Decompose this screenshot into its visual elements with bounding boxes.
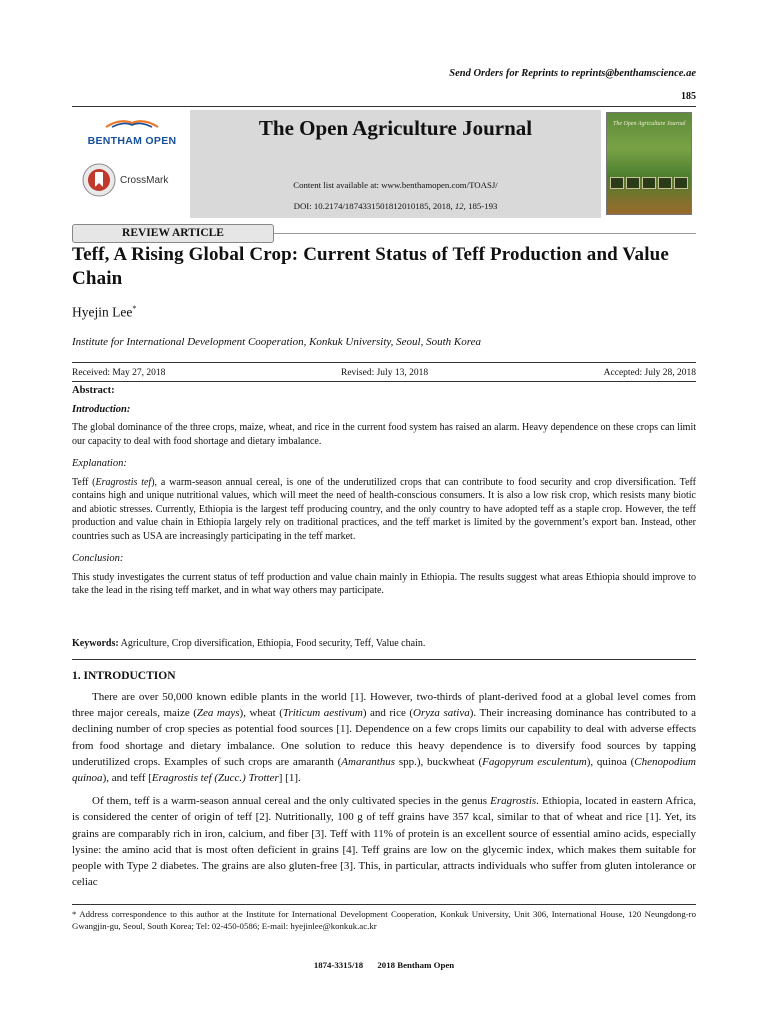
keywords — [72, 638, 696, 649]
keywords-label: Keywords: — [72, 638, 119, 649]
crossmark-icon — [82, 163, 116, 197]
abstract-intro-text: The global dominance of the three crops, maize, wheat, and rice in the current food system has raised an alarm. Heavy dependence on these crops can limit our capacity to deal with food shortage and dietary imbalance. — [72, 422, 696, 447]
abstract-label: Abstract: — [72, 385, 115, 396]
abstract-conclusion-text: This study investigates the current status of teff production and value chain mainly in Ethiopia. The results suggest what areas Ethiopia should improve to take the lead in the rising teff market, and in what way others may participate. — [72, 571, 696, 596]
abstract-section — [72, 384, 696, 598]
content-list-link[interactable]: Content list available at: www.benthamopen.com/TOASJ/ — [293, 180, 498, 190]
section-heading-introduction: 1. INTRODUCTION — [72, 670, 176, 682]
keywords-divider — [72, 659, 696, 660]
crossmark-badge[interactable] — [82, 163, 186, 197]
author-name-text: Hyejin Lee — [72, 304, 133, 320]
bentham-logo-text: BENTHAM OPEN — [87, 135, 177, 147]
bentham-logo-icon — [102, 118, 162, 128]
intro-paragraph-1: There are over 50,000 known edible plants in the world [1]. However, two-thirds of plant-derived food at a global level comes from three major cereals, maize (Zea mays), wheat (Triticum aestivum) and rice (Oryza sativa). Their increasing dominance has contributed to a declining number of crop species as potential food sources [1]. Dependence on a few crops limits our capability to deal with adverse effects from food shortage and dietary imbalance. One solution to reduce this heavy dependence is to diversify food sources by tapping underutilized crops. Examples of such crops are amaranth (Amaranthus spp.), buckwheat (Fagopyrum esculentum), quinoa (Chenopodium quinoa), and teff [Eragrostis tef (Zucc.) Trotter] [1]. — [72, 691, 697, 785]
correspondence-footnote: * Address correspondence to this author at the Institute for International Development Cooperation, Konkuk University, Unit 306, International House, 120 Neungdong-ro Gwangjin-gu, Seoul, South Korea; Tel: 02-450-0586; E-mail: hyejinlee@konkuk.ac.kr — [72, 909, 696, 931]
reprints-notice: Send Orders for Reprints to reprints@benthamscience.ae — [449, 68, 696, 79]
article-type-divider — [274, 233, 696, 234]
doi-text: DOI: 10.2174/1874331501812010185, 2018, 12, 185-193 — [293, 201, 498, 211]
abstract-explanation-text: Teff (Eragrostis tef), a warm-season annual cereal, is one of the underutilized crops that can contribute to food security and crop diversification. Teff contains high and unique nutritional values, which will meet the need of health-conscious consumers. It is also a low risk crop, which resists many biotic and abiotic stresses. Currently, Ethiopia is the largest teff producing country, and the only country to have adopted teff as a staple crop. However, the teff production and value chain in Ethiopia largely rely on traditional practices, and the teff market is limited by the government’s export ban. Instead, other countries such as USA are increasingly participating in the teff market. — [72, 476, 696, 542]
article-type-badge: REVIEW ARTICLE — [72, 224, 274, 243]
abstract-explanation-label: Explanation: — [72, 458, 127, 469]
accepted-date: Accepted: July 28, 2018 — [603, 368, 696, 378]
journal-cover-image — [606, 112, 692, 215]
footer-issn: 1874-3315/18 — [313, 960, 364, 970]
introduction-body — [72, 689, 696, 897]
crossmark-label: CrossMark — [120, 174, 169, 186]
abstract-conclusion-label: Conclusion: — [72, 553, 124, 564]
revised-date: Revised: July 13, 2018 — [340, 368, 429, 378]
author-footnote-mark[interactable]: * — [132, 304, 137, 313]
page-number: 185 — [681, 91, 696, 102]
dates-top-divider — [72, 362, 696, 363]
author-name — [72, 304, 136, 321]
bentham-open-logo[interactable] — [80, 117, 184, 147]
article-dates — [72, 368, 696, 378]
article-title: Teff, A Rising Global Crop: Current Status of Teff Production and Value Chain — [72, 244, 669, 289]
footer-publisher: 2018 Bentham Open — [377, 960, 455, 970]
dates-bottom-divider — [72, 381, 696, 382]
footnote-divider — [72, 904, 696, 905]
doi-line[interactable] — [190, 201, 601, 211]
author-affiliation: Institute for International Development Cooperation, Konkuk University, Seoul, South Korea — [72, 336, 481, 348]
cover-title: The Open Agriculture Journal — [613, 121, 686, 127]
journal-title: The Open Agriculture Journal — [258, 116, 533, 140]
cover-photo-strip — [610, 177, 688, 189]
page-footer — [0, 960, 768, 970]
abstract-intro-label: Introduction: — [72, 403, 131, 415]
keywords-text: Agriculture, Crop diversification, Ethiopia, Food security, Teff, Value chain. — [120, 638, 426, 649]
top-divider — [72, 106, 696, 107]
received-date: Received: May 27, 2018 — [72, 368, 166, 378]
intro-paragraph-2: Of them, teff is a warm-season annual cereal and the only cultivated species in the genus Eragrostis. Ethiopia, located in eastern Africa, is considered the center of origin of teff [2]. Nutritionally, 100 g of teff grains have 357 kcal, similar to that of wheat and rice [1]. Yet, its grains are comparably rich in iron, calcium, and fiber [3]. Teff with 11% of protein is an excellent source of essential amino acids, especially lysine: the amino acid that is most often deficient in grains [4]. Teff grains are low on the glycemic index, which makes them suitable for people with Type 2 diabetes. The grains are also gluten-free [3]. This, in particular, attracts individuals who suffer from gluten intolerance or celiac — [72, 795, 696, 889]
